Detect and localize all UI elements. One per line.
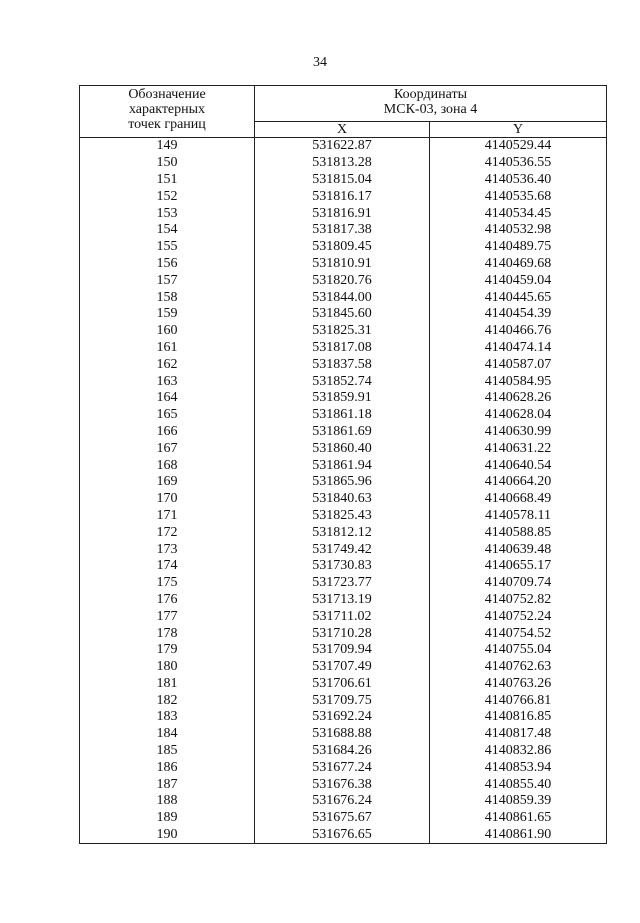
point-number-cell: 184 <box>80 726 255 743</box>
point-number-cell: 180 <box>80 659 255 676</box>
table-row <box>80 743 607 760</box>
point-number-cell: 160 <box>80 323 255 340</box>
table-row <box>80 407 607 424</box>
x-coordinate-cell: 531813.28 <box>255 155 430 172</box>
x-coordinate-cell: 531749.42 <box>255 541 430 558</box>
y-coordinate-cell: 4140766.81 <box>430 692 607 709</box>
point-number-cell: 177 <box>80 608 255 625</box>
point-number-cell: 174 <box>80 558 255 575</box>
y-coordinate-cell: 4140578.11 <box>430 508 607 525</box>
table-row <box>80 457 607 474</box>
point-number-cell: 185 <box>80 743 255 760</box>
y-coordinate-cell: 4140466.76 <box>430 323 607 340</box>
point-header-line: характерных <box>128 102 206 117</box>
y-coordinate-cell: 4140628.04 <box>430 407 607 424</box>
coordinates-table <box>79 85 607 844</box>
point-number-cell: 161 <box>80 340 255 357</box>
x-coordinate-cell: 531860.40 <box>255 440 430 457</box>
x-coordinate-cell: 531825.31 <box>255 323 430 340</box>
table-row <box>80 642 607 659</box>
x-coordinate-cell: 531676.24 <box>255 793 430 810</box>
table-row <box>80 289 607 306</box>
point-number-cell: 190 <box>80 827 255 844</box>
table-row <box>80 155 607 172</box>
page-number: 34 <box>313 55 327 70</box>
x-coordinate-cell: 531676.38 <box>255 776 430 793</box>
x-coordinate-cell: 531844.00 <box>255 289 430 306</box>
table-row <box>80 491 607 508</box>
y-coordinate-cell: 4140584.95 <box>430 373 607 390</box>
point-number-cell: 169 <box>80 474 255 491</box>
y-coordinate-cell: 4140640.54 <box>430 457 607 474</box>
y-coordinate-cell: 4140754.52 <box>430 625 607 642</box>
point-number-cell: 159 <box>80 306 255 323</box>
y-coordinate-cell: 4140709.74 <box>430 575 607 592</box>
table-row <box>80 474 607 491</box>
y-column-header: Y <box>430 121 607 137</box>
x-coordinate-cell: 531684.26 <box>255 743 430 760</box>
point-number-cell: 158 <box>80 289 255 306</box>
table-row <box>80 676 607 693</box>
coordinates-group-header <box>255 86 607 122</box>
x-coordinate-cell: 531865.96 <box>255 474 430 491</box>
y-coordinate-cell: 4140817.48 <box>430 726 607 743</box>
x-coordinate-cell: 531817.38 <box>255 222 430 239</box>
x-column-header: X <box>255 121 430 137</box>
point-number-cell: 150 <box>80 155 255 172</box>
table-row <box>80 239 607 256</box>
point-number-cell: 173 <box>80 541 255 558</box>
table-row <box>80 558 607 575</box>
y-coordinate-cell: 4140529.44 <box>430 138 607 155</box>
table-row <box>80 592 607 609</box>
point-number-cell: 163 <box>80 373 255 390</box>
y-coordinate-cell: 4140861.65 <box>430 810 607 827</box>
table-row <box>80 256 607 273</box>
table-row <box>80 759 607 776</box>
y-coordinate-cell: 4140832.86 <box>430 743 607 760</box>
point-number-cell: 152 <box>80 188 255 205</box>
x-coordinate-cell: 531852.74 <box>255 373 430 390</box>
table-row <box>80 625 607 642</box>
y-coordinate-cell: 4140853.94 <box>430 759 607 776</box>
table-row <box>80 424 607 441</box>
x-coordinate-cell: 531709.94 <box>255 642 430 659</box>
x-coordinate-cell: 531825.43 <box>255 508 430 525</box>
y-coordinate-cell: 4140628.26 <box>430 390 607 407</box>
x-coordinate-cell: 531861.94 <box>255 457 430 474</box>
point-number-cell: 188 <box>80 793 255 810</box>
table-row <box>80 793 607 810</box>
table-row <box>80 340 607 357</box>
point-number-cell: 154 <box>80 222 255 239</box>
y-coordinate-cell: 4140536.40 <box>430 172 607 189</box>
x-coordinate-cell: 531817.08 <box>255 340 430 357</box>
point-number-cell: 151 <box>80 172 255 189</box>
table-row <box>80 373 607 390</box>
y-coordinate-cell: 4140454.39 <box>430 306 607 323</box>
table-row <box>80 440 607 457</box>
point-number-cell: 171 <box>80 508 255 525</box>
x-coordinate-cell: 531861.69 <box>255 424 430 441</box>
x-coordinate-cell: 531676.65 <box>255 827 430 844</box>
point-number-cell: 168 <box>80 457 255 474</box>
table-row <box>80 323 607 340</box>
y-coordinate-cell: 4140535.68 <box>430 188 607 205</box>
x-coordinate-cell: 531859.91 <box>255 390 430 407</box>
y-coordinate-cell: 4140762.63 <box>430 659 607 676</box>
table-row <box>80 810 607 827</box>
x-coordinate-cell: 531816.91 <box>255 205 430 222</box>
y-coordinate-cell: 4140861.90 <box>430 827 607 844</box>
point-number-cell: 178 <box>80 625 255 642</box>
y-coordinate-cell: 4140639.48 <box>430 541 607 558</box>
x-coordinate-cell: 531622.87 <box>255 138 430 155</box>
y-coordinate-cell: 4140855.40 <box>430 776 607 793</box>
y-coordinate-cell: 4140532.98 <box>430 222 607 239</box>
table-row <box>80 188 607 205</box>
y-coordinate-cell: 4140459.04 <box>430 272 607 289</box>
x-coordinate-cell: 531730.83 <box>255 558 430 575</box>
table-row <box>80 541 607 558</box>
x-coordinate-cell: 531688.88 <box>255 726 430 743</box>
y-coordinate-cell: 4140859.39 <box>430 793 607 810</box>
x-coordinate-cell: 531675.67 <box>255 810 430 827</box>
point-number-cell: 187 <box>80 776 255 793</box>
x-coordinate-cell: 531840.63 <box>255 491 430 508</box>
point-designation-header <box>80 86 255 138</box>
point-number-cell: 186 <box>80 759 255 776</box>
point-number-cell: 167 <box>80 440 255 457</box>
point-header-line: Обозначение <box>128 87 206 102</box>
x-coordinate-cell: 531837.58 <box>255 356 430 373</box>
table-row <box>80 356 607 373</box>
point-number-cell: 162 <box>80 356 255 373</box>
table-row <box>80 172 607 189</box>
y-coordinate-cell: 4140489.75 <box>430 239 607 256</box>
table-row <box>80 508 607 525</box>
y-coordinate-cell: 4140474.14 <box>430 340 607 357</box>
x-coordinate-cell: 531709.75 <box>255 692 430 709</box>
point-number-cell: 155 <box>80 239 255 256</box>
x-coordinate-cell: 531810.91 <box>255 256 430 273</box>
y-coordinate-cell: 4140752.82 <box>430 592 607 609</box>
x-coordinate-cell: 531692.24 <box>255 709 430 726</box>
table-row <box>80 272 607 289</box>
point-number-cell: 164 <box>80 390 255 407</box>
table-row <box>80 306 607 323</box>
x-coordinate-cell: 531816.17 <box>255 188 430 205</box>
coordinate-system: МСК-03, зона 4 <box>383 102 478 117</box>
y-coordinate-cell: 4140630.99 <box>430 424 607 441</box>
table-row <box>80 222 607 239</box>
x-coordinate-cell: 531706.61 <box>255 676 430 693</box>
coordinates-title: Координаты <box>394 87 467 102</box>
y-coordinate-cell: 4140631.22 <box>430 440 607 457</box>
point-number-cell: 170 <box>80 491 255 508</box>
table-row <box>80 726 607 743</box>
y-coordinate-cell: 4140664.20 <box>430 474 607 491</box>
x-coordinate-cell: 531677.24 <box>255 759 430 776</box>
x-coordinate-cell: 531815.04 <box>255 172 430 189</box>
y-coordinate-cell: 4140534.45 <box>430 205 607 222</box>
table-row <box>80 524 607 541</box>
point-number-cell: 165 <box>80 407 255 424</box>
y-coordinate-cell: 4140755.04 <box>430 642 607 659</box>
table-row <box>80 138 607 155</box>
y-coordinate-cell: 4140655.17 <box>430 558 607 575</box>
table-row <box>80 692 607 709</box>
table-row <box>80 390 607 407</box>
table-row <box>80 709 607 726</box>
table-row <box>80 608 607 625</box>
point-number-cell: 189 <box>80 810 255 827</box>
y-coordinate-cell: 4140668.49 <box>430 491 607 508</box>
table-row <box>80 827 607 844</box>
table-row <box>80 776 607 793</box>
point-number-cell: 166 <box>80 424 255 441</box>
y-coordinate-cell: 4140445.65 <box>430 289 607 306</box>
point-number-cell: 176 <box>80 592 255 609</box>
x-coordinate-cell: 531820.76 <box>255 272 430 289</box>
x-coordinate-cell: 531861.18 <box>255 407 430 424</box>
point-header-line: точек границ <box>128 117 206 132</box>
table-row <box>80 205 607 222</box>
coordinates-table-body <box>80 138 607 844</box>
point-number-cell: 153 <box>80 205 255 222</box>
x-coordinate-cell: 531809.45 <box>255 239 430 256</box>
point-number-cell: 181 <box>80 676 255 693</box>
table-row <box>80 575 607 592</box>
x-coordinate-cell: 531713.19 <box>255 592 430 609</box>
point-number-cell: 179 <box>80 642 255 659</box>
y-coordinate-cell: 4140763.26 <box>430 676 607 693</box>
y-coordinate-cell: 4140587.07 <box>430 356 607 373</box>
y-coordinate-cell: 4140536.55 <box>430 155 607 172</box>
point-number-cell: 172 <box>80 524 255 541</box>
point-number-cell: 175 <box>80 575 255 592</box>
x-coordinate-cell: 531723.77 <box>255 575 430 592</box>
point-number-cell: 149 <box>80 138 255 155</box>
point-number-cell: 156 <box>80 256 255 273</box>
y-coordinate-cell: 4140588.85 <box>430 524 607 541</box>
x-coordinate-cell: 531707.49 <box>255 659 430 676</box>
y-coordinate-cell: 4140752.24 <box>430 608 607 625</box>
x-coordinate-cell: 531845.60 <box>255 306 430 323</box>
x-coordinate-cell: 531812.12 <box>255 524 430 541</box>
table-row <box>80 659 607 676</box>
point-number-cell: 183 <box>80 709 255 726</box>
x-coordinate-cell: 531710.28 <box>255 625 430 642</box>
y-coordinate-cell: 4140816.85 <box>430 709 607 726</box>
x-coordinate-cell: 531711.02 <box>255 608 430 625</box>
y-coordinate-cell: 4140469.68 <box>430 256 607 273</box>
point-number-cell: 157 <box>80 272 255 289</box>
point-number-cell: 182 <box>80 692 255 709</box>
